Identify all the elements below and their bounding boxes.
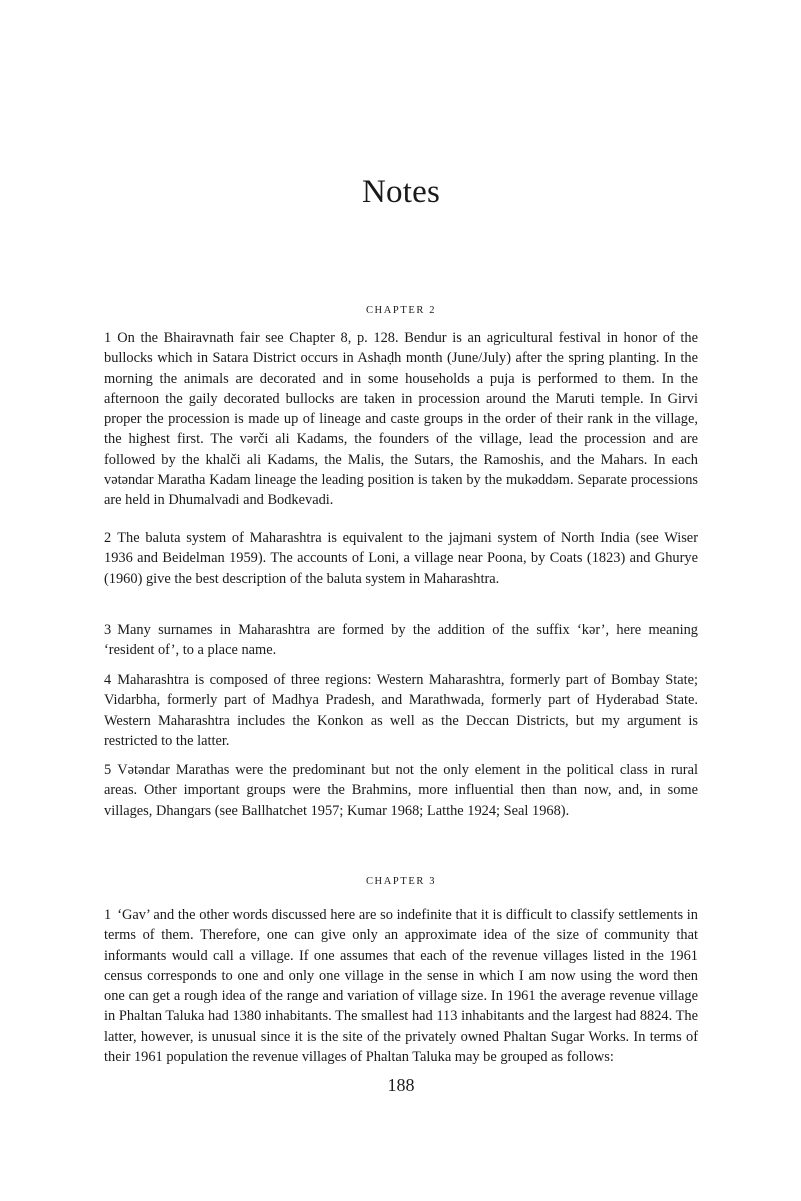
note-text: On the Bhairavnath fair see Chapter 8, p. 128. Bendur is an agricultural festival in honor of the bullocks which in Satara District occurs in Ashaḍh month (June/July) after the spring planting. In the morning the animals are decorated and in some households a puja is performed to them. In the afternoon the gaily decorated bullocks are taken in procession around the Maruti temple. In Girvi proper the procession is made up of lineage and caste groups in the order of their rank in the village, the highest first. The vərči ali Kadams, the founders of the village, lead the procession and are followed by the khalči ali Kadams, the Malis, the Sutars, the Ramoshis, and the Mahars. In each vətəndar Maratha Kadam lineage the leading position is taken by the mukəddəm. Separate processions are held in Dhumalvadi and Bodkevadi.	[104, 330, 698, 509]
note-number: 1	[104, 330, 112, 346]
note-number: 2	[104, 530, 112, 546]
note-text: Many surnames in Maharashtra are formed by the addition of the suffix ‘kər’, here meaning ‘resident of’, to a place name.	[104, 622, 698, 659]
chapter-heading: CHAPTER 3	[365, 876, 437, 887]
page-number: 188	[387, 1075, 415, 1095]
note-item	[104, 620, 698, 661]
note-number: 1	[104, 907, 112, 923]
page-title: Notes	[362, 174, 440, 211]
note-number: 4	[104, 672, 112, 688]
note-item	[104, 528, 698, 589]
note-text: The baluta system of Maharashtra is equivalent to the jajmani system of North India (see Wiser 1936 and Beidelman 1959). The accounts of Loni, a village near Poona, by Coats (1823) and Ghurye (1960) give the best description of the baluta system in Maharashtra.	[104, 530, 698, 587]
note-item	[104, 328, 698, 511]
note-paragraph	[104, 905, 698, 1067]
note-paragraph	[104, 328, 698, 511]
note-paragraph	[104, 760, 698, 821]
chapter-heading: CHAPTER 2	[365, 305, 437, 316]
note-number: 5	[104, 762, 112, 778]
note-paragraph	[104, 528, 698, 589]
note-number: 3	[104, 622, 112, 638]
note-item	[104, 760, 698, 821]
note-item	[104, 670, 698, 751]
note-item	[104, 905, 698, 1067]
note-paragraph	[104, 670, 698, 751]
note-paragraph	[104, 620, 698, 661]
note-text: Vətəndar Marathas were the predominant but not the only element in the political class in rural areas. Other important groups were the Brahmins, more influential then than now, and, in some villages, Dhangars (see Ballhatchet 1957; Kumar 1968; Latthe 1924; Seal 1968).	[104, 762, 698, 819]
notes-page	[104, 0, 698, 1201]
note-text: Maharashtra is composed of three regions: Western Maharashtra, formerly part of Bombay State; Vidarbha, formerly part of Madhya Pradesh, and Marathwada, formerly part of Hyderabad State. Western Maharashtra includes the Konkon as well as the Deccan Districts, but my argument is restricted to the latter.	[104, 672, 698, 749]
note-text: ‘Gav’ and the other words discussed here are so indefinite that it is difficult to classify settlements in terms of them. Therefore, one can give only an approximate idea of the size of community that informants would call a village. If one assumes that each of the revenue villages listed in the 1961 census corresponds to one and only one village in the sense in which I am now using the word then one can get a rough idea of the range and variation of village size. In 1961 the average revenue village in Phaltan Taluka had 1380 inhabitants. The smallest had 113 inhabitants and the largest had 8824. The latter, however, is unusual since it is the site of the privately owned Phaltan Sugar Works. In terms of their 1961 population the revenue villages of Phaltan Taluka may be grouped as follows:	[104, 907, 698, 1066]
